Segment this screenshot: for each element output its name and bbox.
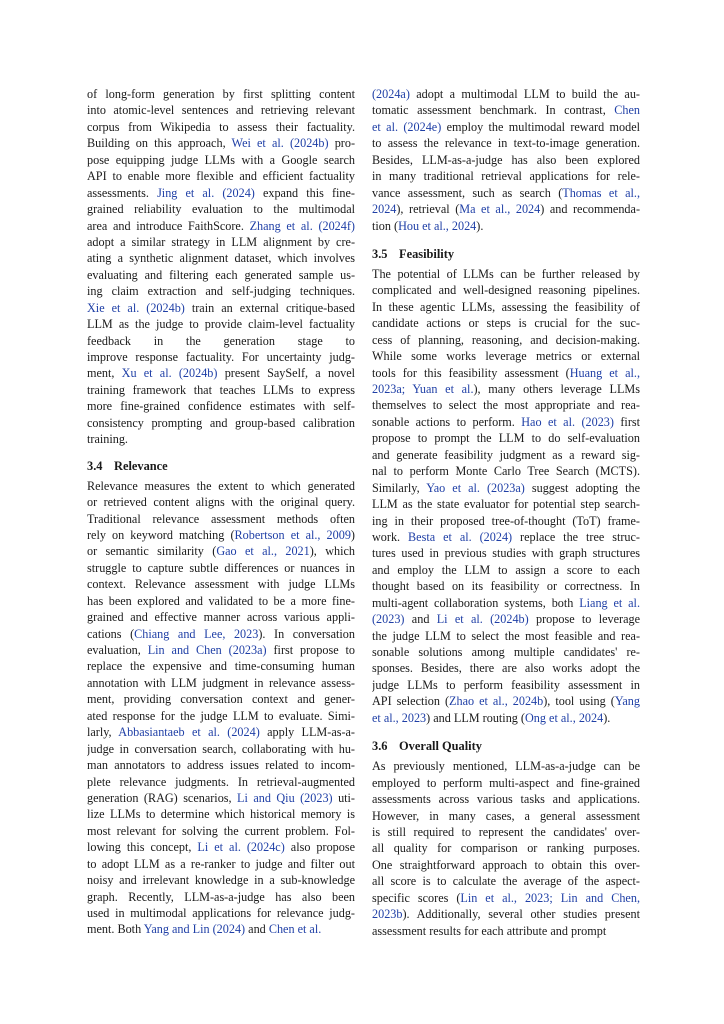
text-line: Relevance measures the extent to which generated	[87, 478, 355, 493]
text-line: LLM as the judge to provide claim-level factuality	[87, 317, 355, 332]
text-line: man annotators to address issues related to incom-	[87, 758, 355, 773]
text-line: in many traditional retrieval applications for rele-	[372, 169, 640, 184]
text-line: (2023) and Li et al. (2024b) propose to leverage	[372, 612, 640, 627]
text-line: plete relevance judgments. In retrieval-augmented	[87, 774, 355, 789]
section-number: 3.5	[372, 246, 388, 261]
section-title: Overall Quality	[399, 739, 482, 754]
text-line: adopt a similar strategy in LLM alignment by cre-	[87, 234, 355, 249]
text-line: sonable actions to perform. Hao et al. (2023) first	[372, 414, 640, 429]
text-line: the judge LLM to select the most feasible and rea-	[372, 628, 640, 643]
text-line: is still required to represent the candidates' over-	[372, 824, 640, 839]
section-title: Relevance	[114, 458, 168, 473]
text-line: or semantic similarity (Gao et al., 2021), which	[87, 544, 355, 559]
text-line: ment, providing conversation context and gener-	[87, 692, 355, 707]
text-line: all score is to calculate the average of the aspect-	[372, 874, 640, 889]
text-line: (2024a) adopt a multimodal LLM to build the au-	[372, 87, 640, 101]
text-line: Besides, LLM-as-a-judge has also been explored	[372, 152, 640, 167]
text-line: sponses. Besides, there are also works adopt the	[372, 661, 640, 676]
paragraph-relevance-continued	[372, 86, 640, 234]
text-line: lowing this concept, Li et al. (2024c) also propose	[87, 840, 355, 855]
text-line: and employ the LLM to assign a score to each	[372, 562, 640, 577]
text-line: assessment results for each attribute and prompt	[372, 923, 607, 938]
text-line: themselves to select the most appropriate and rea-	[372, 398, 640, 413]
text-line: API selection (Zhao et al., 2024b), tool using (Yang	[372, 694, 640, 709]
text-line: et al., 2023) and LLM routing (Ong et al., 2024).	[372, 710, 611, 725]
text-line: et al. (2024e) employ the multimodal reward model	[372, 119, 640, 134]
left-column	[87, 86, 355, 938]
text-line: replace the expensive and time-consuming human	[87, 659, 355, 674]
text-line: tures used in previous studies with graph structures	[372, 546, 640, 561]
text-line: ment, Xu et al. (2024b) present SaySelf, a novel	[87, 366, 355, 381]
text-line: struggle to capture subtle differences or nuances in	[87, 560, 355, 575]
text-line: judge in conversation search, collaborating with hu-	[87, 741, 355, 756]
text-line: generation (RAG) scenarios, Li and Qiu (2023) uti-	[87, 790, 355, 805]
text-line: thought based on its feasibility or correctness. In	[372, 579, 640, 594]
text-line: ing in their proposed tree-of-thought (ToT) frame-	[372, 513, 640, 528]
text-line: grained reliability evaluation to the multimodal	[87, 202, 355, 217]
text-line: ated response for the judge LLM to evaluate. Simi-	[87, 708, 355, 723]
text-line: pose equipping judge LLMs with a Google search	[87, 152, 355, 167]
section-number: 3.6	[372, 739, 388, 754]
text-line: 2023a; Yuan et al.), many others leverage LLMs	[372, 382, 640, 396]
text-line: Traditional relevance assessment methods often	[87, 511, 355, 526]
text-line: evaluating and filtering each generated sample us-	[87, 267, 355, 282]
text-line: consistency prompting and group-based calibration	[87, 415, 355, 430]
text-line: area and introduce FaithScore. Zhang et al. (2024f)	[87, 218, 355, 233]
text-line: assessments across various tasks and applications.	[372, 792, 640, 807]
text-line: Xie et al. (2024b) train an external critique-based	[87, 300, 355, 315]
text-line: cess of planning, reasoning, and decision-making.	[372, 332, 640, 347]
text-line: training.	[87, 432, 128, 447]
section-title: Feasibility	[399, 246, 455, 261]
text-line: lize LLMs to determine which historical memory is	[87, 807, 355, 822]
text-line: tools for this feasibility assessment (Huang et al.,	[372, 365, 640, 380]
right-column	[372, 86, 640, 939]
text-line: to assess the relevance in text-to-image generation.	[372, 136, 640, 151]
text-line: 2024), retrieval (Ma et al., 2024) and recommenda-	[372, 202, 640, 217]
text-line: Similarly, Yao et al. (2023a) suggest adopting the	[372, 480, 640, 495]
text-line: noisy and irrelevant knowledge in a sub-knowledge	[87, 873, 355, 888]
text-line: feedback in the generation stage to	[87, 333, 355, 348]
text-line: annotation with LLM judgment in relevance assess-	[87, 675, 355, 690]
paragraph-feasibility	[372, 266, 640, 726]
text-line: work. Besta et al. (2024) replace the tree struc-	[372, 529, 640, 544]
text-line: rely on keyword matching (Robertson et al., 2009)	[87, 527, 355, 542]
text-line: API to enable more flexible and efficient factuality	[87, 169, 355, 184]
text-line: cations (Chiang and Lee, 2023). In conversation	[87, 626, 355, 641]
text-line: sonable solutions among multiple candidates' re-	[372, 645, 640, 659]
text-line: larly, Abbasiantaeb et al. (2024) apply LLM-as-a-	[87, 725, 355, 740]
text-line: tomatic assessment benchmark. In contrast, Chen	[372, 103, 640, 118]
text-line: improve response factuality. For uncertainty judg-	[87, 350, 355, 364]
text-line: ating a synthetic alignment dataset, which involves	[87, 251, 355, 266]
text-line: graph. Recently, LLM-as-a-judge has also been	[87, 889, 355, 904]
text-line: has been explored and validated to be a more fine-	[87, 593, 355, 608]
text-line: judge LLMs to perform feasibility assessment in	[372, 677, 640, 692]
text-line: 2023b). Additionally, several other studies present	[372, 907, 640, 922]
text-line: assessments. Jing et al. (2024) expand this fine-	[87, 185, 355, 200]
text-line: specific scores (Lin et al., 2023; Lin and Chen,	[372, 890, 640, 905]
paragraph-factuality-continued	[87, 86, 355, 448]
text-line: nal to perform Monte Carlo Tree Search (MCTS).	[372, 464, 640, 479]
paragraph-relevance	[87, 478, 355, 938]
text-line: all quality for comparison or ranking purposes.	[372, 841, 640, 856]
text-line: LLM as the state evaluator for potential step search-	[372, 497, 640, 512]
text-line: However, in many cases, a general assessment	[372, 808, 640, 823]
text-line: training framework that teaches LLMs to express	[87, 382, 355, 397]
text-line: evaluation, Lin and Chen (2023a) first propose to	[87, 643, 355, 657]
section-number: 3.4	[87, 458, 103, 473]
text-line: multi-agent collaboration systems, both Liang et al.	[372, 595, 640, 610]
text-line: used in multimodal applications for relevance judg-	[87, 906, 355, 920]
text-line: corpus from Wikipedia to assess their factuality.	[87, 119, 355, 134]
text-line: or retrieved content aligns with the original query.	[87, 495, 355, 510]
text-line: The potential of LLMs can be further released by	[372, 266, 640, 281]
text-line: One straightforward approach to obtain this over-	[372, 857, 640, 872]
text-line: into atomic-level sentences and retrieving relevant	[87, 103, 355, 118]
section-heading-overall-quality	[372, 738, 640, 754]
text-line: vance assessment, such as search (Thomas et al.,	[372, 185, 640, 200]
section-heading-feasibility	[372, 246, 640, 262]
text-line: more fine-grained confidence estimates with self-	[87, 399, 355, 414]
text-line: to adopt LLM as a re-ranker to judge and filter out	[87, 856, 355, 871]
text-line: and generate feasibility judgment as a reward sig-	[372, 447, 640, 462]
text-line: While some works leverage metrics or external	[372, 349, 640, 364]
text-line: grained and effective manner across various appli-	[87, 610, 355, 625]
text-line: ment. Both Yang and Lin (2024) and Chen et al.	[87, 922, 322, 937]
text-line: candidate actions or steps is crucial for the suc-	[372, 316, 640, 331]
text-line: Building on this approach, Wei et al. (2024b) pro-	[87, 136, 355, 151]
section-heading-relevance	[87, 458, 355, 474]
text-line: of long-form generation by first splitting content	[87, 87, 355, 101]
text-line: context. Relevance assessment with judge LLMs	[87, 577, 355, 592]
text-line: ing claim extraction and self-judging techniques.	[87, 284, 355, 299]
text-line: complicated and well-designed reasoning pipelines.	[372, 283, 640, 298]
text-line: As previously mentioned, LLM-as-a-judge can be	[372, 759, 640, 774]
text-line: tion (Hou et al., 2024).	[372, 218, 484, 233]
text-line: propose to prompt the LLM to do self-evaluation	[372, 431, 640, 446]
text-line: employed to perform multi-aspect and fine-grained	[372, 775, 640, 790]
text-line: In these agentic LLMs, assessing the feasibility of	[372, 299, 640, 314]
text-line: most relevant for solving the current problem. Fol-	[87, 823, 355, 838]
paragraph-overall-quality	[372, 758, 640, 939]
